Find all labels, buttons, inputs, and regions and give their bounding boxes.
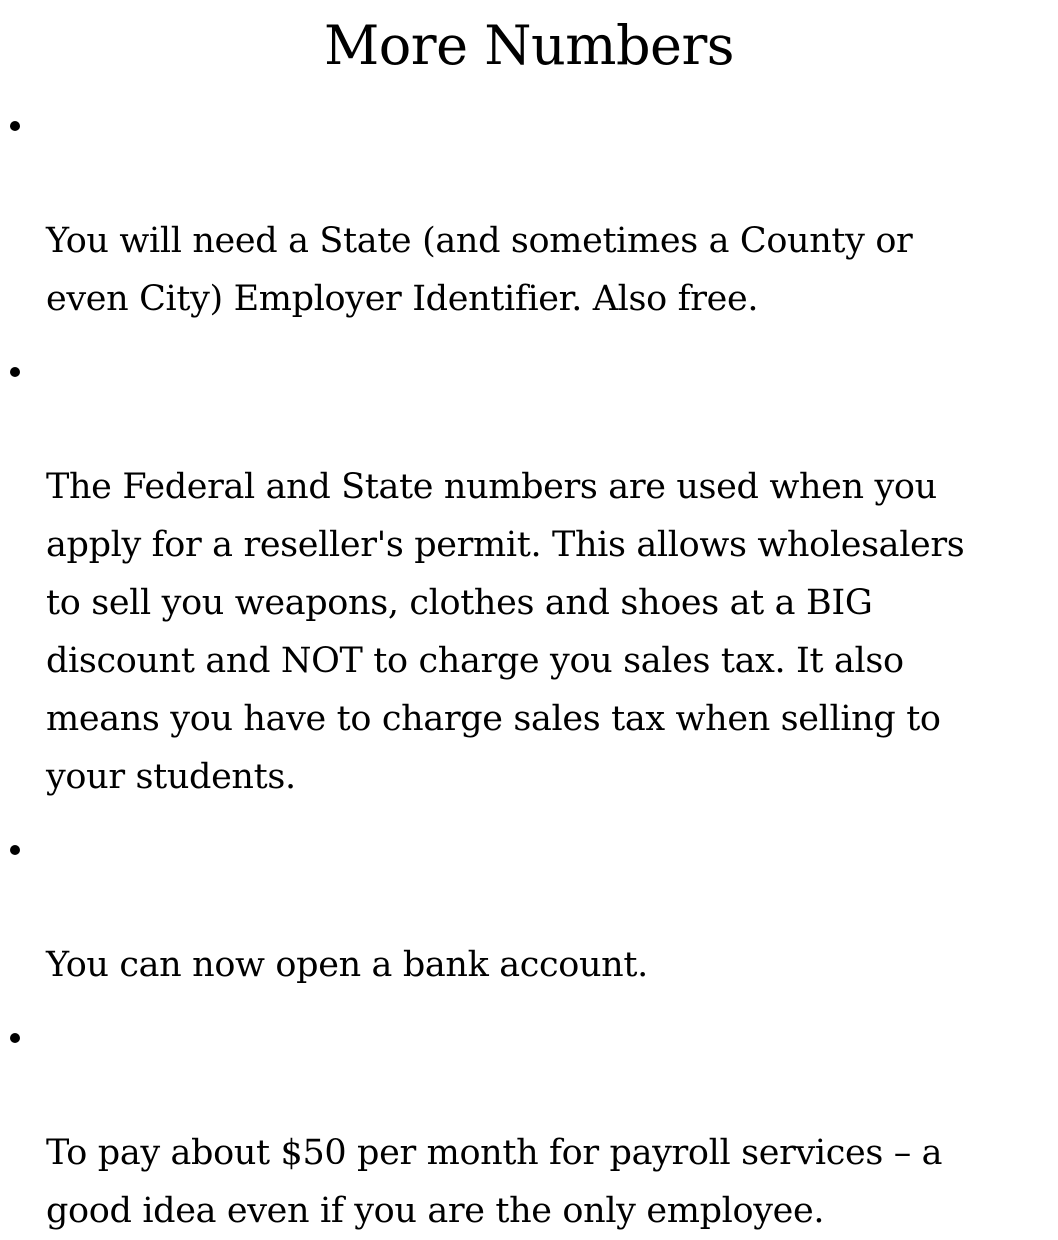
bullet-text: You will need a State (and sometimes a County or even City) Employer Identifier. Also free. (46, 221, 913, 319)
bullet-item (0, 342, 1058, 806)
bullet-item (0, 820, 1058, 994)
bullet-list (0, 96, 1058, 1240)
bullet-dot-icon (10, 367, 20, 377)
bullet-dot-icon (10, 845, 20, 855)
bullet-dot-icon (10, 1033, 20, 1043)
bullet-text: The Federal and State numbers are used when you apply for a reseller's permit. This allows wholesalers to sell you weapons, clothes and shoes at a BIG discount and NOT to charge you sales tax. It also means you have to charge sales tax when selling to your students. (46, 467, 965, 797)
bullet-text: To pay about $50 per month for payroll services – a good idea even if you are the only employee. (46, 1133, 943, 1231)
bullet-item (0, 96, 1058, 328)
bullet-text: You can now open a bank account. (46, 945, 648, 985)
slide-title: More Numbers (323, 14, 735, 77)
bullet-item (0, 1008, 1058, 1240)
bullet-dot-icon (10, 121, 20, 131)
